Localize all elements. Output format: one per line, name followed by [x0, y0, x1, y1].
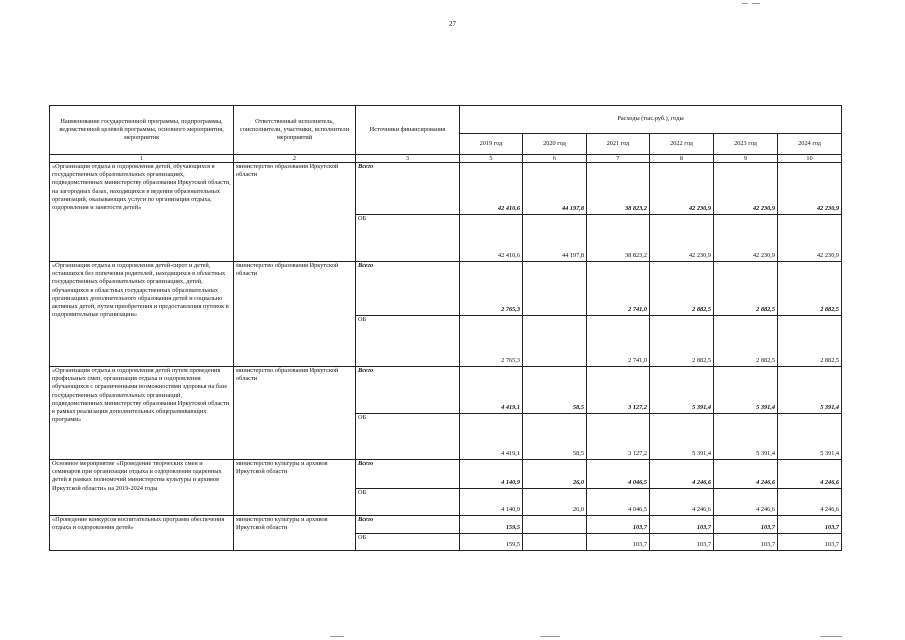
source-total: Всего	[356, 516, 460, 534]
header-year: 2022 год	[650, 134, 714, 155]
value-total: 4 046,5	[587, 460, 650, 489]
value-ob: 42 230,9	[778, 215, 842, 262]
scan-mark	[540, 636, 560, 637]
value-ob: 3 127,2	[587, 414, 650, 460]
page-number: 27	[449, 20, 456, 28]
value-total: 2 765,3	[460, 262, 523, 316]
header-year: 2021 год	[587, 134, 650, 155]
executor: министерство культуры и архивов Иркутской области	[234, 516, 356, 551]
value-ob: 103,7	[714, 534, 778, 551]
source-ob: ОБ	[356, 316, 460, 367]
value-total: 42 230,9	[650, 163, 714, 215]
value-total: 2 741,0	[587, 262, 650, 316]
value-total: 26,0	[523, 460, 587, 489]
executor: министерство образования Иркутской области	[234, 163, 356, 262]
value-total: 103,7	[650, 516, 714, 534]
value-ob: 58,5	[523, 414, 587, 460]
value-ob: 2 882,5	[650, 316, 714, 367]
value-total: 2 882,5	[778, 262, 842, 316]
column-number: 6	[523, 155, 587, 163]
value-total: 4 140,9	[460, 460, 523, 489]
value-ob	[523, 534, 587, 551]
column-number: 5	[460, 155, 523, 163]
header-expenses: Расходы (тыс.руб.), годы	[460, 106, 842, 134]
table-row	[50, 262, 842, 316]
scan-mark	[742, 3, 748, 4]
value-total: 5 391,4	[778, 367, 842, 414]
value-ob: 42 230,9	[650, 215, 714, 262]
scan-mark	[820, 636, 842, 637]
value-ob: 44 197,8	[523, 215, 587, 262]
source-total: Всего	[356, 262, 460, 316]
source-total: Всего	[356, 460, 460, 489]
header-source: Источники финансирования	[356, 106, 460, 155]
value-total: 103,7	[587, 516, 650, 534]
value-total: 2 882,5	[714, 262, 778, 316]
column-number: 9	[714, 155, 778, 163]
table-row	[50, 163, 842, 215]
value-ob: 103,7	[587, 534, 650, 551]
value-ob: 5 391,4	[714, 414, 778, 460]
value-total: 42 230,9	[778, 163, 842, 215]
budget-table	[49, 105, 842, 551]
header-year: 2020 год	[523, 134, 587, 155]
value-total: 42 410,6	[460, 163, 523, 215]
value-ob: 4 246,6	[650, 489, 714, 516]
header-year: 2019 год	[460, 134, 523, 155]
source-ob: ОБ	[356, 489, 460, 516]
executor: министерство образования Иркутской области	[234, 262, 356, 367]
value-ob: 5 391,4	[650, 414, 714, 460]
scan-mark	[752, 3, 760, 4]
value-total: 3 127,2	[587, 367, 650, 414]
column-number: 2	[234, 155, 356, 163]
value-ob: 42 410,6	[460, 215, 523, 262]
column-number: 1	[50, 155, 234, 163]
source-total: Всего	[356, 163, 460, 215]
column-number: 3	[356, 155, 460, 163]
table-row	[50, 516, 842, 534]
value-total: 44 197,8	[523, 163, 587, 215]
activity-name: «Организация отдыха и оздоровления детей-сирот и детей, оставшихся без попечения родителей, находящихся в областных государственных образовательных организациях, детей, обучающихся в областных государственных образовательных организациях дополнительного образования детей и социально активных детей, путем приобретения и предоставления путевок в оздоровительные организации»	[50, 262, 234, 367]
value-ob: 2 882,5	[714, 316, 778, 367]
activity-name: «Проведение конкурсов воспитательных программ обеспечения отдыха и оздоровления детей»	[50, 516, 234, 551]
source-ob: ОБ	[356, 534, 460, 551]
header-year: 2023 год	[714, 134, 778, 155]
value-total: 4 246,6	[650, 460, 714, 489]
header-year: 2024 год	[778, 134, 842, 155]
table-row	[50, 367, 842, 414]
executor: министерство образования Иркутской области	[234, 367, 356, 460]
value-ob: 2 765,3	[460, 316, 523, 367]
value-ob: 26,0	[523, 489, 587, 516]
source-ob: ОБ	[356, 215, 460, 262]
value-total: 5 391,4	[650, 367, 714, 414]
header-executor: Ответственный исполнитель, соисполнители, участники, исполнители мероприятий	[234, 106, 356, 155]
value-total: 58,5	[523, 367, 587, 414]
value-ob: 2 741,0	[587, 316, 650, 367]
value-total: 159,5	[460, 516, 523, 534]
value-ob: 2 882,5	[778, 316, 842, 367]
column-number: 7	[587, 155, 650, 163]
table-row	[50, 460, 842, 489]
activity-name: «Организация отдыха и оздоровления детей путем проведения профильных смен, организация отдыха и оздоровления обучающихся с ограниченными возможностями здоровья на базе государственных образовательных организаций, подведомственных министерству образования Иркутской области в рамках реализации дополнительных общеразвивающих программ»	[50, 367, 234, 460]
column-number: 10	[778, 155, 842, 163]
value-total: 5 391,4	[714, 367, 778, 414]
activity-name: Основное мероприятие «Проведение творческих смен и семинаров при организации отдыха и оздоровления одаренных детей в рамках полномочий министерства культуры и архивов Иркутской области» на 2019-2024 годы	[50, 460, 234, 516]
source-total: Всего	[356, 367, 460, 414]
source-ob: ОБ	[356, 414, 460, 460]
value-total: 4 419,1	[460, 367, 523, 414]
value-ob	[523, 316, 587, 367]
value-total	[523, 262, 587, 316]
value-total: 4 246,6	[778, 460, 842, 489]
value-total: 38 823,2	[587, 163, 650, 215]
value-ob: 159,5	[460, 534, 523, 551]
activity-name: «Организация отдыха и оздоровления детей, обучающихся в государственных образовательных организациях, подведомственных министерству образования Иркутской области, на загородных базах, находящихся в ведении образовательных организаций, оказывающих услуги по организации отдыха, оздоровления и занятости детей»	[50, 163, 234, 262]
value-total: 42 230,9	[714, 163, 778, 215]
value-total: 103,7	[778, 516, 842, 534]
value-ob: 4 246,6	[778, 489, 842, 516]
value-total: 2 882,5	[650, 262, 714, 316]
value-total: 4 246,6	[714, 460, 778, 489]
scan-mark	[330, 636, 344, 637]
value-ob: 42 230,9	[714, 215, 778, 262]
column-number-row	[50, 155, 842, 163]
value-ob: 5 391,4	[778, 414, 842, 460]
value-ob: 38 823,2	[587, 215, 650, 262]
column-number: 8	[650, 155, 714, 163]
value-total	[523, 516, 587, 534]
header-name: Наименование государственной программы, подпрограммы, ведомственной целевой программы, основного мероприятия, мероприятия	[50, 106, 234, 155]
value-ob: 4 046,5	[587, 489, 650, 516]
value-ob: 103,7	[778, 534, 842, 551]
value-ob: 4 419,1	[460, 414, 523, 460]
executor: министерство культуры и архивов Иркутской области	[234, 460, 356, 516]
value-total: 103,7	[714, 516, 778, 534]
value-ob: 4 246,6	[714, 489, 778, 516]
value-ob: 4 140,9	[460, 489, 523, 516]
value-ob: 103,7	[650, 534, 714, 551]
